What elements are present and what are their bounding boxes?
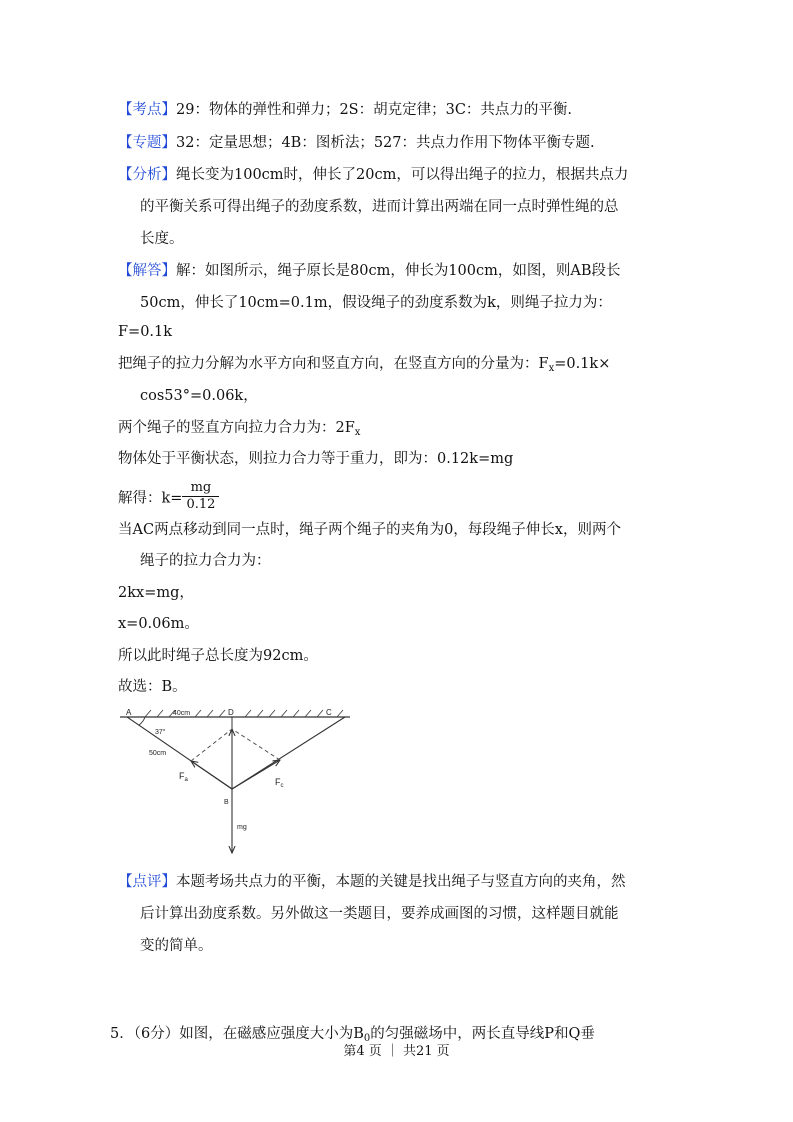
fenxi-tag: 【分析】 xyxy=(118,167,176,183)
fraction-numerator: mg xyxy=(182,480,219,497)
label-d: D xyxy=(228,708,234,717)
jieda-text1: 解：如图所示，绳子原长是80cm，伸长为100cm，如图，则AB段长 xyxy=(176,263,621,279)
jieda-line1 xyxy=(118,261,621,281)
eq-x: x=0.06m。 xyxy=(118,616,199,632)
dianping-line2: 后计算出劲度系数。另外做这一类题目，要养成画图的习惯，这样题目就能 xyxy=(140,906,619,922)
label-fc: $F_c$ xyxy=(275,777,284,789)
kaodian-tag: 【考点】 xyxy=(118,102,176,118)
q5-sub: 0 xyxy=(363,1033,371,1044)
label-40cm: 40cm xyxy=(173,710,191,717)
kaodian-text: 29：物体的弹性和弹力；2S：胡克定律；3C：共点力的平衡. xyxy=(176,102,573,118)
resultant-text: 两个绳子的竖直方向拉力合力为：2F xyxy=(118,420,355,436)
fenxi-line3: 长度。 xyxy=(140,231,184,247)
fraction-denominator: 0.12 xyxy=(186,497,216,512)
ac-line1: 当AC两点移动到同一点时，绳子两个绳子的夹角为0，每段绳子伸长x，则两个 xyxy=(118,522,621,538)
jieda-line2: 50cm，伸长了10cm=0.1m，假设绳子的劲度系数为k，则绳子拉力为： xyxy=(140,295,612,311)
label-a: A xyxy=(126,708,132,717)
ac-line2: 绳子的拉力合力为： xyxy=(140,553,271,569)
label-c: C xyxy=(326,708,332,717)
resultant-sub: x xyxy=(354,427,361,438)
balance-line: 物体处于平衡状态，则拉力合力等于重力，即为：0.12k=mg xyxy=(118,451,514,467)
force-diagram xyxy=(115,705,360,860)
jieda-tag: 【解答】 xyxy=(118,263,176,279)
decomp-post: =0.1k× xyxy=(554,356,611,372)
decomp-text: 把绳子的拉力分解为水平方向和竖直方向，在竖直方向的分量为：F xyxy=(118,356,549,372)
fenxi-line2: 的平衡关系可得出绳子的劲度系数，进而计算出两端在同一点时弹性绳的总 xyxy=(140,199,619,215)
dash-left xyxy=(191,729,232,761)
decomp-sub: x xyxy=(548,363,555,374)
decomp-line1 xyxy=(118,354,610,379)
dianping-tag: 【点评】 xyxy=(118,874,176,890)
q5-text: 5．（6分）如图，在磁感应强度大小为B xyxy=(110,1026,364,1042)
eq-2kx: 2kx=mg， xyxy=(118,585,194,601)
kaodian-line xyxy=(118,100,572,120)
zhuanti-text: 32：定量思想；4B：图析法；527：共点力作用下物体平衡专题. xyxy=(176,135,595,151)
dash-right xyxy=(232,729,280,760)
force-fc-arrow xyxy=(232,760,280,789)
label-fa: $F_a$ xyxy=(179,771,188,783)
fenxi-text1: 绳长变为100cm时，伸长了20cm，可以得出绳子的拉力，根据共点力 xyxy=(176,167,629,183)
force-fa-arrow xyxy=(191,761,232,789)
label-b: B xyxy=(224,799,229,806)
dianping-text1: 本题考场共点力的平衡，本题的关键是找出绳子与竖直方向的夹角，然 xyxy=(176,874,626,890)
fraction xyxy=(182,480,219,513)
label-mg: mg xyxy=(237,824,247,831)
label-50cm: 50cm xyxy=(149,750,167,757)
dianping-line3: 变的简单。 xyxy=(140,938,213,954)
zhuanti-line xyxy=(118,133,595,153)
q5-post: 的匀强磁场中，两长直导线P和Q垂 xyxy=(370,1026,595,1042)
fenxi-line1 xyxy=(118,165,628,185)
solve-text: 解得：k= xyxy=(118,490,183,507)
page-footer: 第4 页 ｜ 共21 页 xyxy=(343,1044,450,1059)
solve-line xyxy=(118,482,219,515)
label-angle: 37° xyxy=(155,729,166,736)
zhuanti-tag: 【专题】 xyxy=(118,135,176,151)
dianping-line1 xyxy=(118,872,626,892)
angle-arc xyxy=(139,717,145,725)
decomp-line2: cos53°=0.06k， xyxy=(140,388,258,404)
total-line: 所以此时绳子总长度为92cm。 xyxy=(118,648,318,664)
resultant-line xyxy=(118,418,360,443)
eq-f: F=0.1k xyxy=(118,324,173,340)
answer-line: 故选：B。 xyxy=(118,679,187,695)
